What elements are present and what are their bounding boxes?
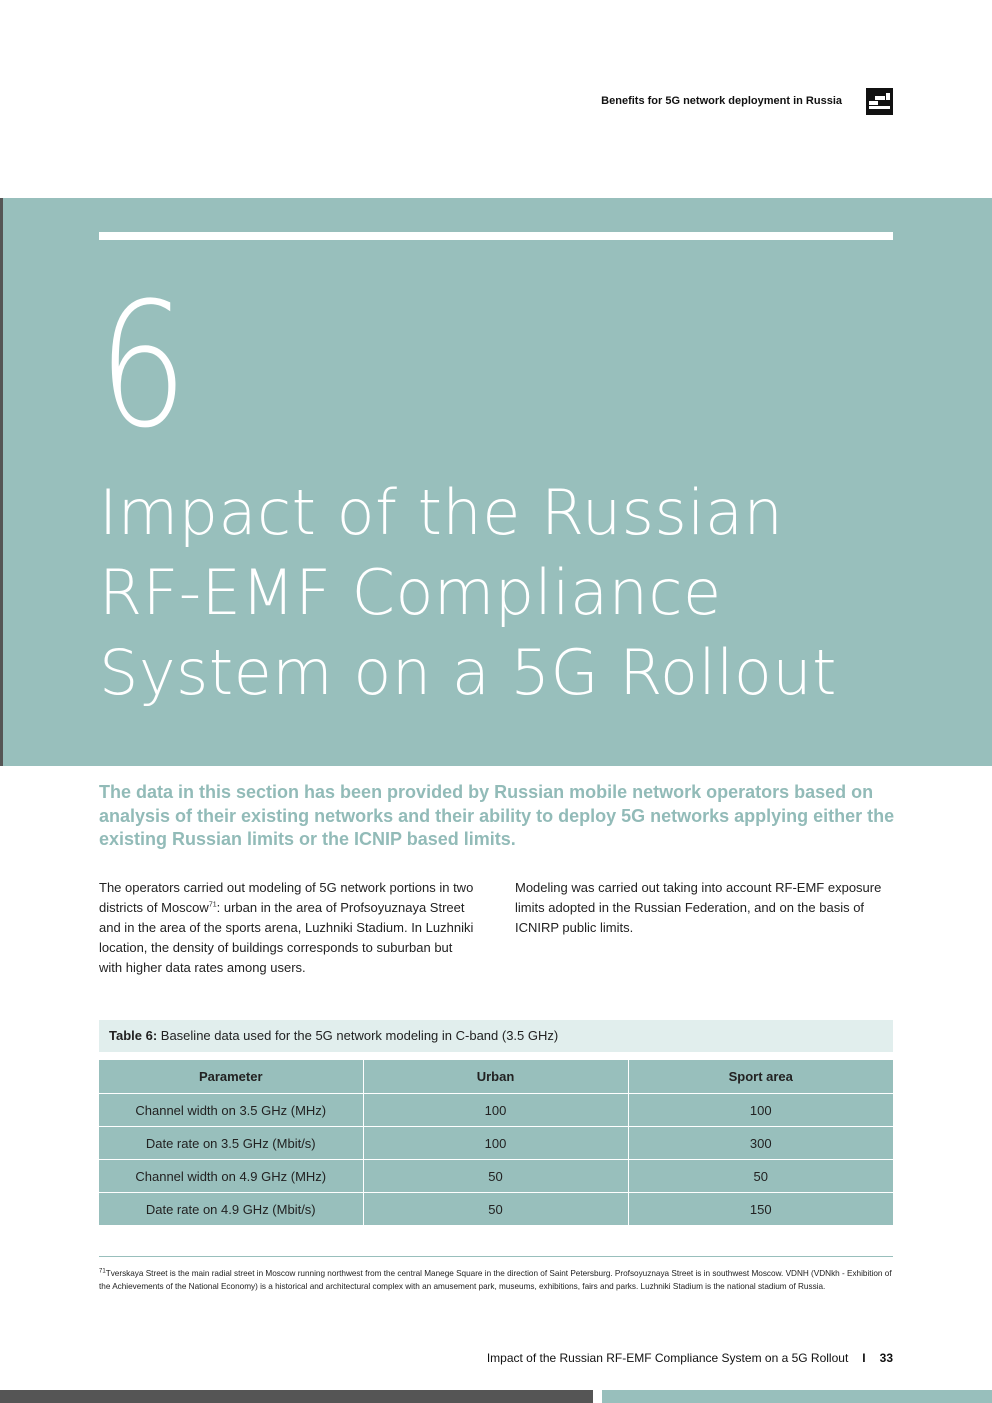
- column-header-urban: Urban: [363, 1060, 628, 1094]
- table-cell: 300: [628, 1127, 893, 1160]
- chapter-rule: [99, 232, 893, 240]
- table-header-row: [99, 1060, 893, 1094]
- chapter-title: [99, 473, 899, 713]
- footer-title: Impact of the Russian RF-EMF Compliance System on a 5G Rollout: [486, 1351, 849, 1365]
- lead-paragraph: The data in this section has been provided by Russian mobile network operators based on analysis of their existing networks and their ability to deploy 5G networks applying either the existing Russian limits or the ICNIP based limits.: [99, 782, 895, 849]
- table-cell: 150: [628, 1193, 893, 1226]
- table-cell: Channel width on 4.9 GHz (MHz): [99, 1160, 363, 1193]
- footer-bar-teal: [602, 1390, 992, 1403]
- table-caption-label: Table 6:: [109, 1028, 158, 1043]
- body-column-right: Modeling was carried out taking into account RF-EMF exposure limits adopted in the Russian Federation, and on the basis of ICNIRP public limits.: [515, 880, 882, 935]
- table-row: [99, 1127, 893, 1160]
- table-cell: 50: [363, 1160, 628, 1193]
- footnote-text: Tverskaya Street is the main radial street in Moscow running northwest from the central Manege Square in the direction of Saint Petersburg. Profsoyuznaya Street is in southwest Moscow. VDNH (VDNkh - Exhibition of the Achievements of the National Economy) is a historical and architectural complex with an amusement park, museums, exhibitions, fairs and parks. Luzhniki Stadium is the national stadium of Russia.: [99, 1269, 892, 1291]
- table-cell: 50: [628, 1160, 893, 1193]
- chapter-marker-icon: [866, 88, 893, 115]
- table-caption-text: Baseline data used for the 5G network modeling in C-band (3.5 GHz): [157, 1028, 559, 1043]
- table-row: [99, 1094, 893, 1127]
- chapter-title-line: Impact of the Russian: [99, 476, 784, 549]
- footer-bar-dark: [0, 1390, 593, 1403]
- page-footer: [487, 1351, 893, 1365]
- footnote-ref[interactable]: 71: [208, 901, 217, 909]
- table-cell: Date rate on 3.5 GHz (Mbit/s): [99, 1127, 363, 1160]
- table-cell: 100: [363, 1127, 628, 1160]
- chapter-banner: [0, 198, 992, 766]
- table-caption: [99, 1020, 893, 1052]
- banner-edge: [0, 198, 3, 766]
- table-cell: 50: [363, 1193, 628, 1226]
- baseline-data-table: [99, 1060, 893, 1226]
- body-text: : urban in the area of Profsoyuznaya Street and in the area of the sports arena, Luzhniki Stadium. In Luzhniki location, the density of buildings corresponds to suburban but with higher data rates among users.: [99, 900, 474, 975]
- chapter-number: 6: [98, 265, 188, 466]
- column-header-sport-area: Sport area: [628, 1060, 893, 1094]
- table-cell: Date rate on 4.9 GHz (Mbit/s): [99, 1193, 363, 1226]
- body-column-left: [99, 878, 474, 978]
- table-cell: 100: [363, 1094, 628, 1127]
- chapter-title-line: System on a 5G Rollout: [99, 636, 837, 709]
- table-row: [99, 1160, 893, 1193]
- chapter-title-line: RF-EMF Compliance: [99, 556, 722, 629]
- column-header-parameter: Parameter: [99, 1060, 363, 1094]
- table-cell: Channel width on 3.5 GHz (MHz): [99, 1094, 363, 1127]
- running-header: Benefits for 5G network deployment in Russia: [601, 95, 842, 107]
- page-number: 33: [879, 1351, 893, 1365]
- table-row: [99, 1193, 893, 1226]
- body-text: The operators carried out modeling of 5G network portions in two districts of Moscow: [99, 880, 474, 915]
- footnote-divider: [99, 1256, 893, 1257]
- footer-separator: I: [862, 1351, 866, 1365]
- footnote-number: 71: [99, 1268, 106, 1275]
- footnote: [99, 1267, 893, 1293]
- table-cell: 100: [628, 1094, 893, 1127]
